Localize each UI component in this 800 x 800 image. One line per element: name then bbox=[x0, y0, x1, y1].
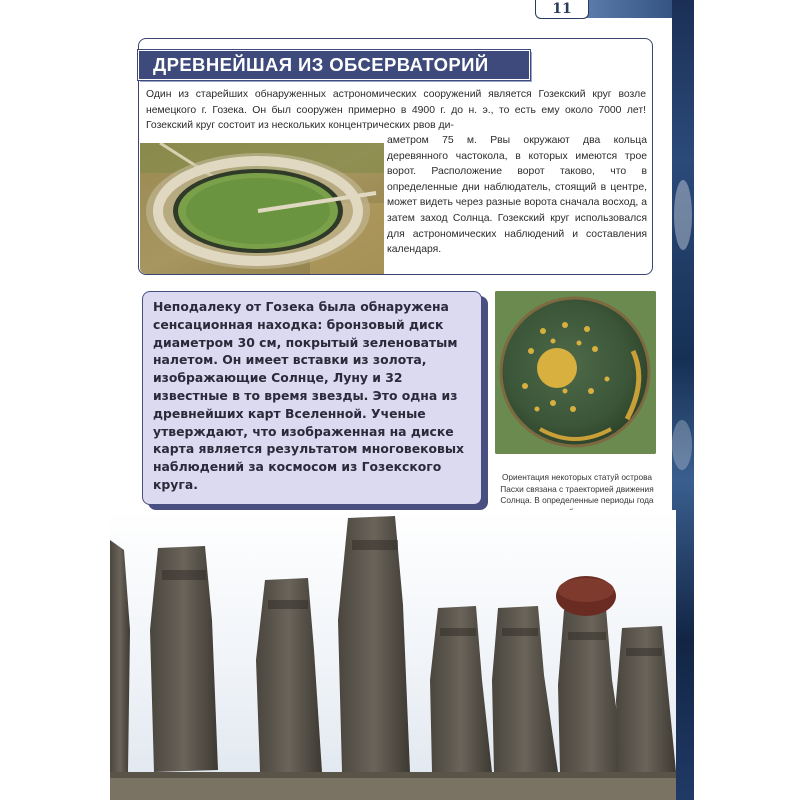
easter-island-moai-photo bbox=[110, 510, 676, 800]
section-title: ДРЕВНЕЙШАЯ ИЗ ОБСЕРВАТОРИЙ bbox=[138, 50, 530, 80]
observatory-text-side bbox=[387, 133, 647, 258]
observatory-text-top bbox=[146, 87, 646, 134]
easter-island-caption: Ориентация некоторых статуй острова Пасхи связана с траекторией движения Солнца. В определенные периоды года bbox=[500, 472, 654, 506]
nebra-sky-disk-photo bbox=[495, 291, 656, 454]
nebra-disk-illustration bbox=[495, 291, 656, 454]
observatory-paragraph-top: Один из старейших обнаруженных астрономических сооружений является Гозекский круг возле немецкого г. Гозека. Он был сооружен примерно в 4900 г. до н. э., то есть ему около 7000 лет! Гозекский круг состоит из нескольких концентрических рвов ди- bbox=[146, 89, 646, 132]
goseck-circle-illustration bbox=[140, 143, 384, 274]
nebra-disk-text: Неподалеку от Гозека была обнаружена сенсационная находка: бронзовый диск диаметром 30 см, покрытый зеленоватым налетом. Он имеет вставки из золота, изображающие Солнце, Луну и 32 известные в то время звезды. Это одна из древнейших карт Вселенной. Ученые утверждают, что изображенная на диске карта является результатом многовековых наблюдений за космосом из Гозекского круга. bbox=[153, 299, 465, 492]
page-number: 11 bbox=[535, 0, 589, 19]
moai-statues-illustration bbox=[110, 510, 676, 800]
goseck-circle-aerial-photo bbox=[140, 143, 384, 274]
observatory-paragraph-side: аметром 75 м. Рвы окружают два кольца деревянного частокола, в которых имеются трое ворот. Расположение ворот таково, что в определенные дни наблюдатель, стоящий в центре, может видеть через разные ворота сначала восход, а затем заход Солнца. Гозекский круг использовался для астрономических наблюдений и составления календаря. bbox=[387, 135, 647, 256]
